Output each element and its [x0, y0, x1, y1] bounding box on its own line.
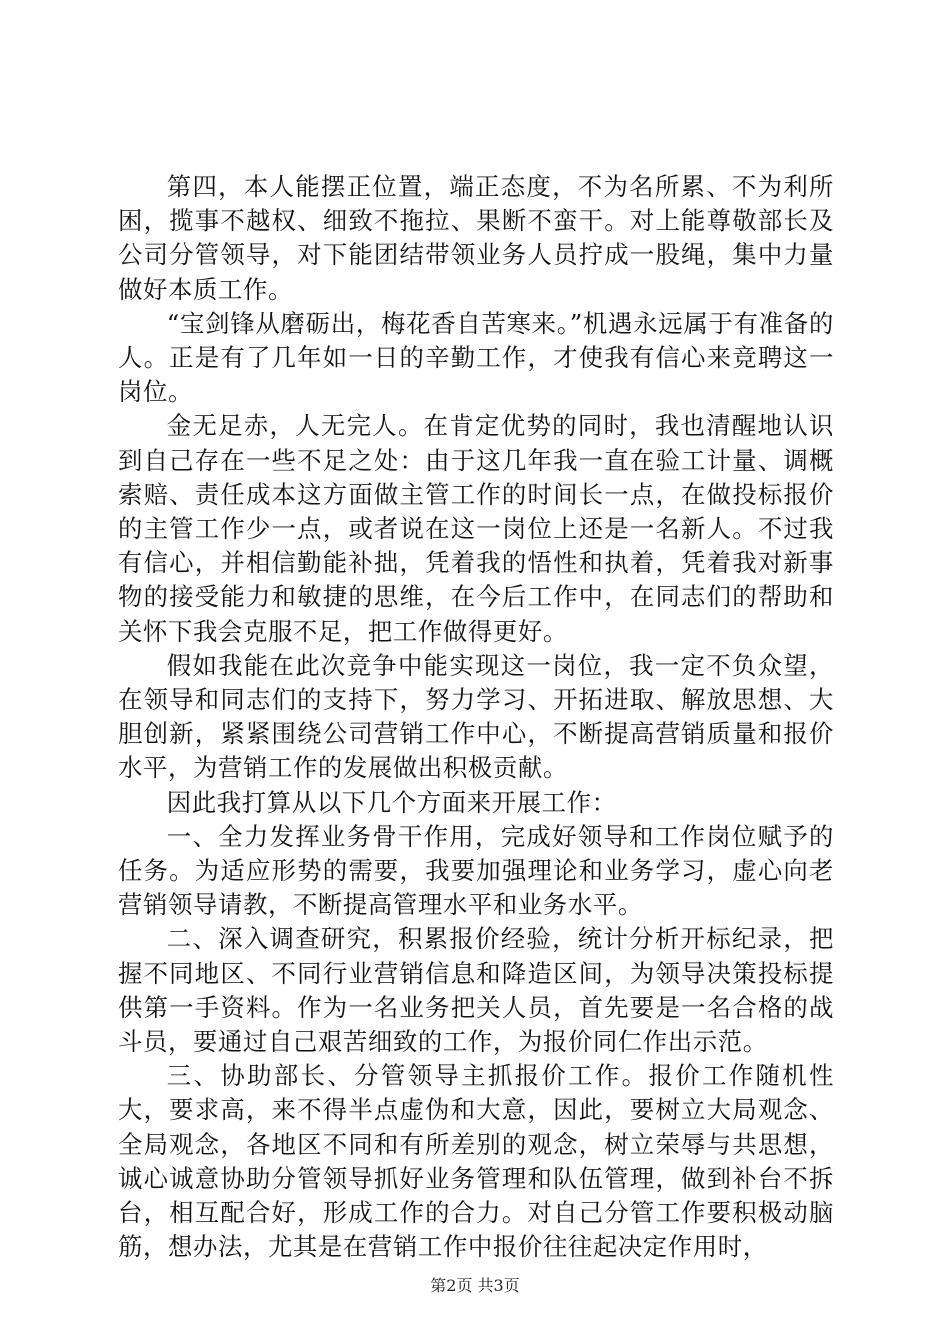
paragraph-6: 一、全力发挥业务骨干作用，完成好领导和工作岗位赋予的任务。为适应形势的需要，我要加强理论和业务学习，虚心向老营销领导请教，不断提高管理水平和业务水平。 [118, 821, 834, 920]
paragraph-5: 因此我打算从以下几个方面来开展工作： [166, 787, 617, 817]
page-number-label: 第2页 共3页 [430, 1276, 520, 1295]
paragraph-1: 第四，本人能摆正位置，端正态度，不为名所累、不为利所困，揽事不越权、细致不拖拉、果断不蛮干。对上能尊敬部长及公司分管领导，对下能团结带领业务人员拧成一股绳，集中力量做好本质工作。 [118, 172, 834, 304]
document-body [118, 170, 834, 1265]
paragraph-8: 三、协助部长、分管领导主抓报价工作。报价工作随机性大，要求高，来不得半点虚伪和大意，因此，要树立大局观念、全局观念，各地区不同和有所差别的观念，树立荣辱与共思想，诚心诚意协助分管领导抓好业务管理和队伍管理，做到补台不拆台，相互配合好，形成工作的合力。对自己分管工作要积极动脑筋，想办法，尤其是在营销工作中报价往往起决定作用时， [118, 1061, 834, 1262]
paragraph-7: 二、深入调查研究，积累报价经验，统计分析开标纪录，把握不同地区、不同行业营销信息和降造区间，为领导决策投标提供第一手资料。作为一名业务把关人员，首先要是一名合格的战斗员，要通过自己艰苦细致的工作，为报价同仁作出示范。 [118, 924, 834, 1057]
paragraph-2: “宝剑锋从磨砺出，梅花香自苦寒来。”机遇永远属于有准备的人。正是有了几年如一日的辛勤工作，才使我有信心来竞聘这一岗位。 [118, 308, 834, 407]
paragraph-4: 假如我能在此次竞争中能实现这一岗位，我一定不负众望，在领导和同志们的支持下，努力学习、开拓进取、解放思想、大胆创新，紧紧围绕公司营销工作中心，不断提高营销质量和报价水平，为营销工作的发展做出积极贡献。 [118, 650, 834, 783]
paragraph-3: 金无足赤，人无完人。在肯定优势的同时，我也清醒地认识到自己存在一些不足之处：由于这几年我一直在验工计量、调概索赔、责任成本这方面做主管工作的时间长一点，在做投标报价的主管工作少一点，或者说在这一岗位上还是一名新人。不过我有信心，并相信勤能补拙，凭着我的悟性和执着，凭着我对新事物的接受能力和敏捷的思维，在今后工作中，在同志们的帮助和关怀下我会克服不足，把工作做得更好。 [118, 411, 834, 646]
page-footer [0, 1276, 950, 1296]
